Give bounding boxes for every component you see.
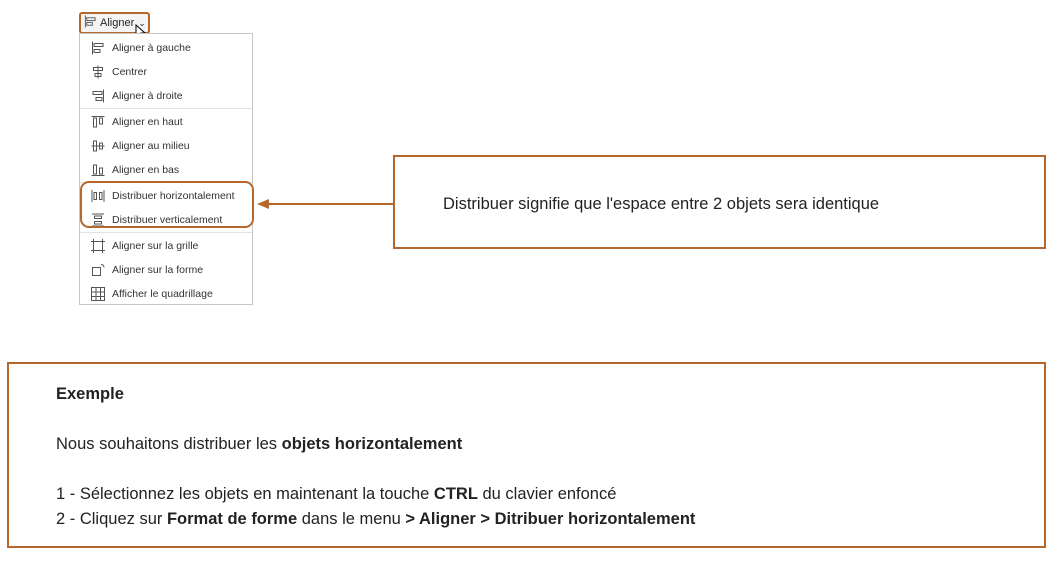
menu-item-align-right[interactable]: [80, 85, 252, 107]
example-intro-bold: objets horizontalement: [281, 435, 463, 453]
menu-item-align-middle[interactable]: [80, 135, 252, 157]
align-middle-icon: [90, 138, 106, 154]
step2-bold-1: Format de forme: [166, 510, 298, 528]
menu-item-label: Distribuer verticalement: [112, 214, 223, 226]
callout-arrow: [255, 196, 395, 212]
chevron-down-icon: ⌄: [138, 17, 146, 28]
align-left-icon: [84, 15, 97, 31]
menu-item-snap-grid[interactable]: [80, 235, 252, 257]
menu-item-gridlines[interactable]: [80, 283, 252, 305]
menu-item-label: Distribuer horizontalement: [112, 190, 235, 202]
align-dropdown-menu: [79, 33, 253, 305]
align-right-icon: [90, 88, 106, 104]
menu-item-label: Aligner à droite: [112, 90, 183, 102]
menu-item-label: Aligner sur la grille: [112, 240, 199, 252]
step2-text: 2 - Cliquez sur: [56, 510, 167, 528]
example-step-2: [56, 510, 695, 529]
callout-box: [393, 155, 1046, 249]
menu-item-label: Aligner sur la forme: [112, 264, 204, 276]
step2-bold-2: > Aligner > Ditribuer horizontalement: [405, 510, 696, 528]
align-top-icon: [90, 114, 106, 130]
example-box: [7, 362, 1046, 548]
menu-item-snap-shape[interactable]: [80, 259, 252, 281]
menu-item-label: Aligner à gauche: [112, 42, 191, 54]
menu-item-label: Aligner au milieu: [112, 140, 190, 152]
step1-suffix: du clavier enfoncé: [477, 485, 617, 503]
step2-mid: dans le menu: [297, 510, 406, 528]
menu-item-center[interactable]: [80, 61, 252, 83]
step1-text: 1 - Sélectionnez les objets en maintenant la touche: [56, 485, 434, 503]
callout-text: Distribuer signifie que l'espace entre 2 objets sera identique: [443, 195, 880, 213]
menu-item-label: Aligner en bas: [112, 164, 180, 176]
aligner-button-label: Aligner: [100, 17, 135, 29]
menu-item-label: Afficher le quadrillage: [112, 288, 213, 300]
snap-shape-icon: [90, 262, 106, 278]
example-title: Exemple: [56, 385, 124, 403]
step1-bold: CTRL: [433, 485, 478, 503]
align-left-icon: [90, 40, 106, 56]
menu-item-align-bottom[interactable]: [80, 159, 252, 181]
menu-item-label: Centrer: [112, 66, 148, 78]
align-bottom-icon: [90, 162, 106, 178]
menu-item-label: Aligner en haut: [112, 116, 183, 128]
menu-separator: [80, 108, 252, 109]
snap-grid-icon: [90, 238, 106, 254]
example-intro: [56, 435, 462, 454]
distribute-highlight: [80, 181, 254, 228]
example-intro-text: Nous souhaitons distribuer les: [56, 435, 282, 453]
menu-item-align-left[interactable]: [80, 37, 252, 59]
example-step-1: [56, 485, 616, 504]
menu-separator: [80, 232, 252, 233]
align-center-icon: [90, 64, 106, 80]
gridlines-icon: [90, 286, 106, 302]
menu-item-align-top[interactable]: [80, 111, 252, 133]
